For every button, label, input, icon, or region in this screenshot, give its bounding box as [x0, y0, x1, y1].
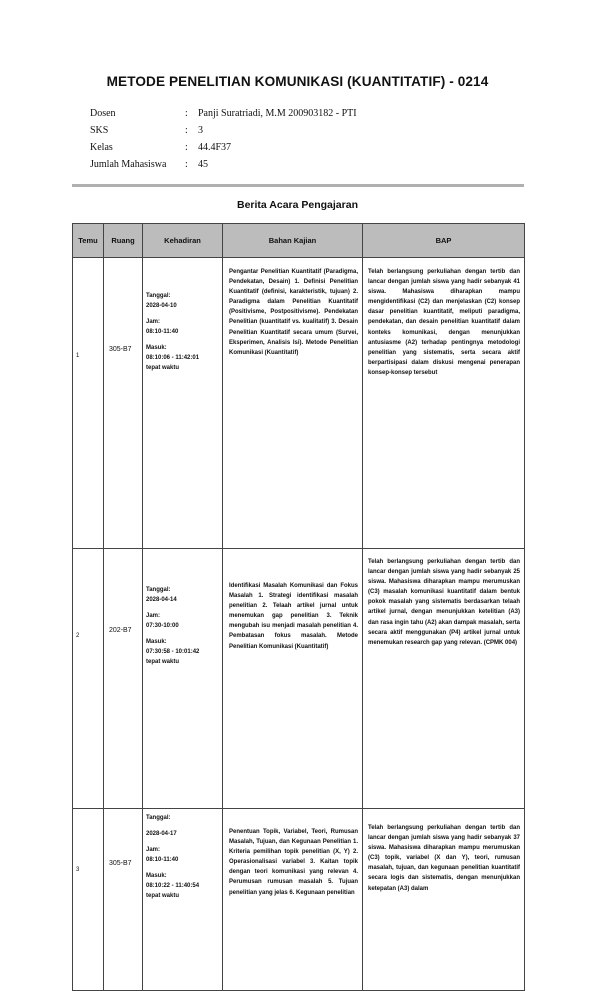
divider	[72, 184, 524, 187]
masuk-value: 08:10:22 - 11:40:54	[146, 883, 200, 889]
cell-bahan-kajian: Pengantar Penelitian Kuantitatif (Paradigma, Pendekatan, Desain) 1. Definisi Penelitian Kuantitatif (definisi, karakteristik, tujuan) 2. Paradigma dalam Penelitian Kuantitatif (Positivisme, Postpositivisme). Pendekatan Penelitian (kuantitatif vs. kualitatif) 3. Desain Penelitian Kuantitatif secara umum (Survei, Eksperimen, Analisis Isi). Metode Penelitian Komunikasi (Kuantitatif)	[223, 258, 363, 549]
status-text: tepat waktu	[146, 893, 180, 899]
tanggal-value: 2028-04-10	[146, 303, 177, 309]
info-value: 3	[198, 125, 203, 136]
cell-bap: Telah berlangsung perkuliahan dengan tertib dan lancar dengan jumlah siswa yang hadir sebanyak 37 siswa. Mahasiswa diharapkan mampu merumuskan (C3) topik, variabel (X dan Y), teori, rumusan masalah, tujuan, dan kegunaan penelitian kuantitatif secara logis dan sistematis, dengan menunjukkan ketepatan (A3) dalam	[363, 809, 525, 991]
cell-temu: 1	[73, 258, 104, 549]
jam-label: Jam:	[146, 847, 161, 853]
cell-ruang: 305-B7	[104, 809, 143, 991]
tanggal-label: Tanggal:	[146, 587, 171, 593]
table-row	[73, 809, 525, 991]
masuk-label: Masuk:	[146, 345, 167, 351]
info-colon: :	[185, 125, 188, 136]
cell-bap: Telah berlangsung perkuliahan dengan tertib dan lancar dengan jumlah siswa yang hadir sebanyak 41 siswa. Mahasiswa diharapkan mampu mengidentifikasi (C2) dan menjelaskan (C2) konsep dasar penelitian kuantitatif, meliputi paradigma, pendekatan, dan desain penelitian kuantitatif dalam konteks komunikasi, dengan menunjukkan antusiasme (A2) terhadap pentingnya metodologi penelitian yang sistematis, serta secara aktif berpartisipasi dalam diskusi mengenai penerapan konsep-konsep tersebut	[363, 258, 525, 549]
info-colon: :	[185, 159, 188, 170]
page-title: METODE PENELITIAN KOMUNIKASI (KUANTITATIF) - 0214	[106, 74, 489, 89]
course-info	[90, 108, 357, 176]
jam-value: 07:30-10:00	[146, 623, 179, 629]
masuk-value: 07:30:58 - 10:01:42	[146, 649, 200, 655]
masuk-label: Masuk:	[146, 639, 167, 645]
info-label: SKS	[90, 125, 109, 136]
jam-label: Jam:	[146, 319, 161, 325]
info-label: Jumlah Mahasiswa	[90, 159, 167, 170]
tanggal-value: 2028-04-17	[146, 831, 177, 837]
cell-temu: 2	[73, 549, 104, 809]
info-colon: :	[185, 142, 188, 153]
status-text: tepat waktu	[146, 659, 180, 665]
tanggal-value: 2028-04-14	[146, 597, 177, 603]
info-value: 44.4F37	[198, 142, 232, 153]
cell-kehadiran	[143, 549, 223, 809]
cell-bap: Telah berlangsung perkuliahan dengan tertib dan lancar dengan jumlah siswa yang hadir sebanyak 25 siswa. Mahasiswa diharapkan mampu merumuskan (C3) masalah komunikasi kuantitatif dalam bentuk pokok masalah yang sistematis berdasarkan telaah artikel jurnal, dengan menunjukkan ketelitian (A3) dan rasa ingin tahu (A2) akan dampak masalah, serta secara aktif menggunakan (P4) artikel jurnal untuk menemukan research gap yang relevan. (CPMK 004)	[363, 549, 525, 809]
tanggal-label: Tanggal:	[146, 293, 171, 299]
header-temu: Temu	[73, 224, 104, 258]
info-label: Kelas	[90, 142, 113, 153]
cell-temu: 3	[73, 809, 104, 991]
cell-ruang: 202-B7	[104, 549, 143, 809]
cell-bahan-kajian: Identifikasi Masalah Komunikasi dan Fokus Masalah 1. Strategi identifikasi masalah penelitian 2. Telaah artikel jurnal untuk menemukan gap penelitian 3. Teknik mengubah isu menjadi masalah penelitian 4. Pembatasan fokus masalah. Metode Penelitian Komunikasi (Kuantitatif)	[223, 549, 363, 809]
jam-value: 08:10-11:40	[146, 329, 179, 335]
masuk-value: 08:10:06 - 11:42:01	[146, 355, 200, 361]
header-bahan-kajian: Bahan Kajian	[223, 224, 363, 258]
info-row-dosen	[90, 108, 357, 125]
status-text: tepat waktu	[146, 365, 180, 371]
cell-bahan-kajian: Penentuan Topik, Variabel, Teori, Rumusan Masalah, Tujuan, dan Kegunaan Penelitian 1. Kriteria pemilihan topik penelitian (X, Y) 2. Operasionalisasi variabel 3. Kaitan topik dengan teori komunikasi yang relevan 4. Perumusan rumusan masalah 5. Tujuan penelitian yang jelas 6. Kegunaan penelitian	[223, 809, 363, 991]
info-value: Panji Suratriadi, M.M 200903182 - PTI	[198, 108, 357, 119]
masuk-label: Masuk:	[146, 873, 167, 879]
cell-kehadiran	[143, 258, 223, 549]
jam-label: Jam:	[146, 613, 161, 619]
info-label: Dosen	[90, 108, 116, 119]
cell-ruang: 305-B7	[104, 258, 143, 549]
cell-kehadiran	[143, 809, 223, 991]
table-header-row	[73, 224, 525, 258]
bap-table	[72, 223, 525, 991]
tanggal-label: Tanggal:	[146, 815, 171, 821]
info-value: 45	[198, 159, 208, 170]
section-title: Berita Acara Pengajaran	[236, 199, 358, 211]
table-row	[73, 549, 525, 809]
header-bap: BAP	[363, 224, 525, 258]
info-colon: :	[185, 108, 188, 119]
jam-value: 08:10-11:40	[146, 857, 179, 863]
header-kehadiran: Kehadiran	[143, 224, 223, 258]
table-row	[73, 258, 525, 549]
header-ruang: Ruang	[104, 224, 143, 258]
info-row-kelas	[90, 142, 357, 159]
info-row-jumlah	[90, 159, 357, 176]
info-row-sks	[90, 125, 357, 142]
